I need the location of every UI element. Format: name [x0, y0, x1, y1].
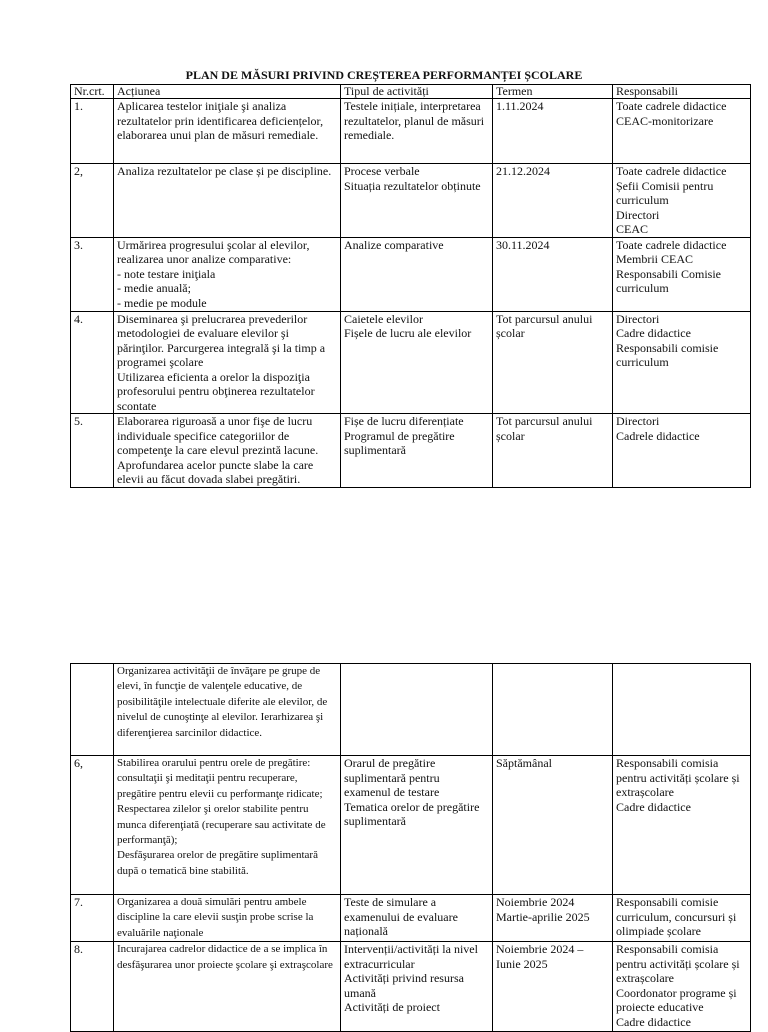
cell-line: CEAC-monitorizare: [616, 113, 714, 128]
cell-line: Responsabili comisie curriculum: [616, 340, 719, 369]
cell-line: Săptămânal: [496, 756, 552, 770]
cell-line: Diseminarea şi prelucrarea prevederilor metodologiei de evaluare elevilor şi părinţilor. Parcurgerea integrală şi la timp a programei şcolare: [117, 311, 326, 369]
cell-nr: 2,: [71, 164, 114, 238]
cell-line: Incurajarea cadrelor didactice de a se implica în desfăşurarea unor proiecte şcolare şi extraşcolare: [117, 943, 333, 971]
cell-line: Testele inițiale, interpretarea rezultatelor, planul de măsuri remediale.: [344, 99, 485, 142]
cell-line: Activități privind resursa umană: [344, 971, 464, 1000]
cell-line: - note testare iniţiala: [117, 266, 216, 281]
cell-termen: [493, 237, 613, 311]
cell-tip: [341, 311, 493, 414]
table-row: [71, 756, 751, 895]
cell-tip: [341, 664, 493, 756]
cell-line: Organizarea activităţii de învăţare pe grupe de elevi, în funcţie de valenţele educative, de posibilităţile intelectuale diferite ale elevilor, de nivelul de cunoştinţe al elevilor. Ierarhizarea şi diferenţierea sarcinilor didactice.: [117, 665, 328, 739]
cell-line: 30.11.2024: [496, 237, 550, 252]
cell-termen: [493, 942, 613, 1032]
cell-nr: 5.: [71, 414, 114, 488]
cell-line: 1.11.2024: [496, 99, 544, 113]
table-row: [71, 237, 751, 311]
table-row: [71, 895, 751, 942]
cell-nr: 8.: [71, 942, 114, 1032]
cell-line: Directori: [616, 207, 660, 222]
cell-responsabili: [613, 311, 751, 414]
cell-line: Respectarea zilelor şi orelor stabilite pentru munca diferenţiată (recuperare sau activitate de performanţă);: [117, 803, 326, 847]
cell-tip: [341, 99, 493, 164]
cell-termen: [493, 414, 613, 488]
cell-actiunea: [114, 942, 341, 1032]
cell-line: Tematica orelor de pregătire suplimentară: [344, 799, 480, 828]
table-row: [71, 311, 751, 414]
cell-tip: [341, 756, 493, 895]
cell-termen: [493, 164, 613, 238]
cell-line: Cadrele didactice: [616, 428, 700, 443]
cell-nr: 4.: [71, 311, 114, 414]
cell-line: Responsabili comisia pentru activități școlare și extrașcolare: [616, 756, 740, 799]
cell-line: Desfăşurarea orelor de pregătire suplimentară după o tematică bine stabilită.: [117, 849, 318, 877]
cell-line: Cadre didactice: [616, 1014, 691, 1029]
cell-actiunea: [114, 414, 341, 488]
header-actiunea: Acțiunea: [114, 85, 341, 99]
cell-responsabili: [613, 164, 751, 238]
cell-line: Teste de simulare a examenului de evaluare națională: [344, 895, 458, 938]
cell-responsabili: [613, 756, 751, 895]
table-row: [71, 99, 751, 164]
cell-actiunea: [114, 664, 341, 756]
cell-line: Caietele elevilor: [344, 311, 423, 326]
cell-nr: [71, 664, 114, 756]
cell-line: Programul de pregătire suplimentară: [344, 428, 455, 457]
cell-line: Responsabili comisia pentru activități școlare și extrașcolare: [616, 942, 740, 986]
cell-responsabili: [613, 942, 751, 1032]
cell-line: - medie anuală;: [117, 281, 191, 295]
cell-line: Martie-aprilie 2025: [496, 909, 590, 924]
cell-line: Utilizarea eficienta a orelor la dispoziţia profesorului pentru obţinerea rezultatelor scontate: [117, 369, 315, 413]
cell-actiunea: [114, 237, 341, 311]
cell-line: CEAC: [616, 222, 649, 236]
cell-actiunea: [114, 99, 341, 164]
header-termen: Termen: [493, 85, 613, 99]
cell-line: Șefii Comisii pentru curriculum: [616, 178, 714, 207]
cell-line: Noiembrie 2024: [496, 895, 575, 909]
cell-tip: [341, 895, 493, 942]
header-tip: Tipul de activități: [341, 85, 493, 99]
cell-line: Activități de proiect: [344, 1000, 440, 1015]
cell-termen: [493, 756, 613, 895]
header-nr: Nr.crt.: [71, 85, 114, 99]
cell-responsabili: [613, 664, 751, 756]
cell-line: 21.12.2024: [496, 164, 550, 178]
table-row: [71, 164, 751, 238]
cell-responsabili: [613, 414, 751, 488]
cell-termen: [493, 664, 613, 756]
table-header-row: [71, 85, 751, 99]
cell-line: Toate cadrele didactice: [616, 164, 727, 178]
table-row: [71, 664, 751, 756]
cell-nr: 1.: [71, 99, 114, 164]
cell-line: Intervenții/activități la nivel extracurricular: [344, 942, 478, 971]
cell-line: Organizarea a două simulări pentru ambele discipline la care elevii susţin probe scrise la evaluările naţionale: [117, 896, 314, 939]
measures-table-part-1: [70, 84, 751, 488]
page-title: PLAN DE MĂSURI PRIVIND CREȘTEREA PERFORMANȚEI ȘCOLARE: [185, 68, 583, 82]
cell-line: Stabilirea orarului pentru orele de pregătire: consultaţii şi meditaţii pentru recuperare, pregătire pentru elevii cu performanţe ridicate;: [117, 757, 323, 800]
cell-line: Noiembrie 2024 – Iunie 2025: [496, 942, 584, 971]
cell-line: Orarul de pregătire suplimentară pentru examenul de testare: [344, 756, 440, 799]
cell-actiunea: [114, 164, 341, 238]
cell-line: Analiza rezultatelor pe clase și pe discipline.: [117, 164, 332, 178]
table-row: [71, 942, 751, 1032]
cell-tip: [341, 414, 493, 488]
cell-line: Urmărirea progresului şcolar al elevilor, realizarea unor analize comparative:: [117, 237, 310, 266]
cell-termen: [493, 311, 613, 414]
cell-responsabili: [613, 237, 751, 311]
cell-termen: [493, 895, 613, 942]
cell-line: Procese verbale: [344, 164, 420, 178]
cell-actiunea: [114, 311, 341, 414]
cell-tip: [341, 942, 493, 1032]
table-row: [71, 414, 751, 488]
cell-line: Elaborarea riguroasă a unor fişe de lucru individuale specifice categoriilor de competenţe la care elevul prezintă lacune. Aprofundarea acelor puncte slabe la care elevii au făcut dovada slabei pregătiri.: [117, 414, 319, 486]
cell-nr: 7.: [71, 895, 114, 942]
cell-line: Tot parcursul anului școlar: [496, 414, 593, 443]
cell-line: Situația rezultatelor obținute: [344, 178, 481, 193]
cell-line: Aplicarea testelor iniţiale şi analiza rezultatelor prin identificarea deficiențelor, elaborarea unui plan de măsuri remediale.: [117, 99, 324, 142]
cell-tip: [341, 237, 493, 311]
cell-responsabili: [613, 99, 751, 164]
cell-tip: [341, 164, 493, 238]
cell-actiunea: [114, 756, 341, 895]
cell-line: Cadre didactice: [616, 799, 691, 814]
cell-actiunea: [114, 895, 341, 942]
cell-line: Responsabili Comisie curriculum: [616, 266, 721, 295]
cell-line: Toate cadrele didactice: [616, 237, 727, 252]
cell-line: Membrii CEAC: [616, 252, 693, 266]
cell-nr: 6,: [71, 756, 114, 895]
cell-termen: [493, 99, 613, 164]
cell-line: Toate cadrele didactice: [616, 99, 727, 113]
cell-line: Fișe de lucru diferențiate: [344, 414, 464, 428]
cell-line: Directori: [616, 311, 660, 326]
cell-line: Tot parcursul anului școlar: [496, 311, 593, 340]
measures-table-part-2: [70, 663, 751, 1032]
cell-line: Analize comparative: [344, 237, 444, 252]
cell-line: Responsabili comisie curriculum, concursuri și olimpiade școlare: [616, 895, 737, 938]
cell-responsabili: [613, 895, 751, 942]
cell-line: - medie pe module: [117, 295, 207, 310]
cell-line: Directori: [616, 414, 660, 428]
cell-nr: 3.: [71, 237, 114, 311]
cell-line: Coordonator programe și proiecte educative: [616, 985, 737, 1015]
header-responsabili: Responsabili: [613, 85, 751, 99]
cell-line: Fișele de lucru ale elevilor: [344, 326, 472, 340]
cell-line: Cadre didactice: [616, 326, 691, 340]
